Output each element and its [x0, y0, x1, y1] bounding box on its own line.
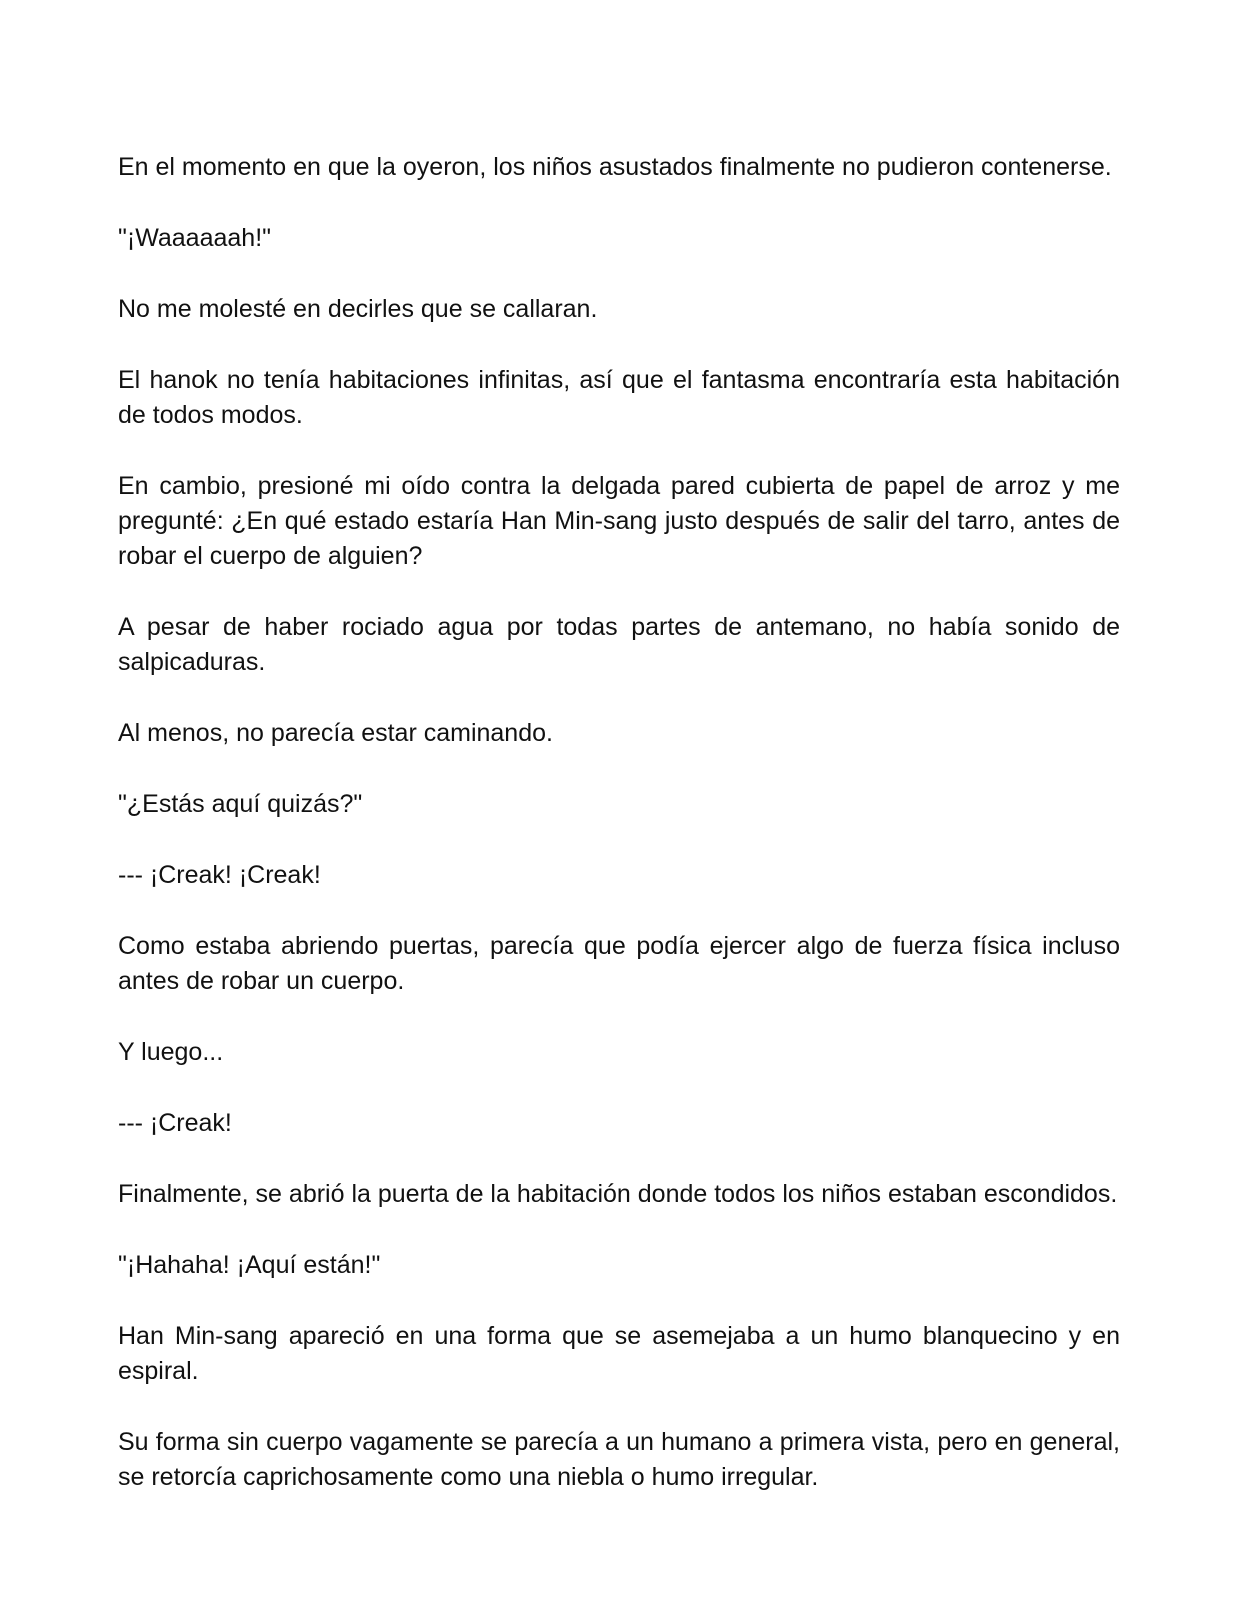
- paragraph: Finalmente, se abrió la puerta de la habitación donde todos los niños estaban escondidos.: [118, 1180, 1118, 1208]
- paragraph: En cambio, presioné mi oído contra la delgada pared cubierta de papel de arroz y me pregunté: ¿En qué estado estaría Han Min-sang justo después de salir del tarro, antes de robar el cuerpo de alguien?: [118, 472, 1120, 570]
- paragraph: Su forma sin cuerpo vagamente se parecía a un humano a primera vista, pero en general, se retorcía caprichosamente como una niebla o humo irregular.: [118, 1428, 1120, 1491]
- paragraph: Han Min-sang apareció en una forma que se asemejaba a un humo blanquecino y en espiral.: [118, 1322, 1120, 1385]
- paragraph: A pesar de haber rociado agua por todas partes de antemano, no había sonido de salpicaduras.: [118, 613, 1120, 676]
- paragraph: "¿Estás aquí quizás?": [118, 790, 363, 818]
- paragraph: Como estaba abriendo puertas, parecía que podía ejercer algo de fuerza física incluso antes de robar un cuerpo.: [118, 932, 1120, 995]
- paragraph: En el momento en que la oyeron, los niños asustados finalmente no pudieron contenerse.: [118, 153, 1112, 181]
- paragraph: --- ¡Creak! ¡Creak!: [118, 861, 321, 889]
- paragraph: "¡Hahaha! ¡Aquí están!": [118, 1251, 381, 1279]
- paragraph: --- ¡Creak!: [118, 1109, 232, 1137]
- document-page: [118, 150, 1120, 1531]
- paragraph: Al menos, no parecía estar caminando.: [118, 719, 553, 747]
- paragraph: Y luego...: [118, 1038, 224, 1066]
- paragraph: "¡Waaaaaah!": [118, 224, 272, 252]
- paragraph: El hanok no tenía habitaciones infinitas, así que el fantasma encontraría esta habitación de todos modos.: [118, 366, 1120, 429]
- paragraph: No me molesté en decirles que se callaran.: [118, 295, 598, 323]
